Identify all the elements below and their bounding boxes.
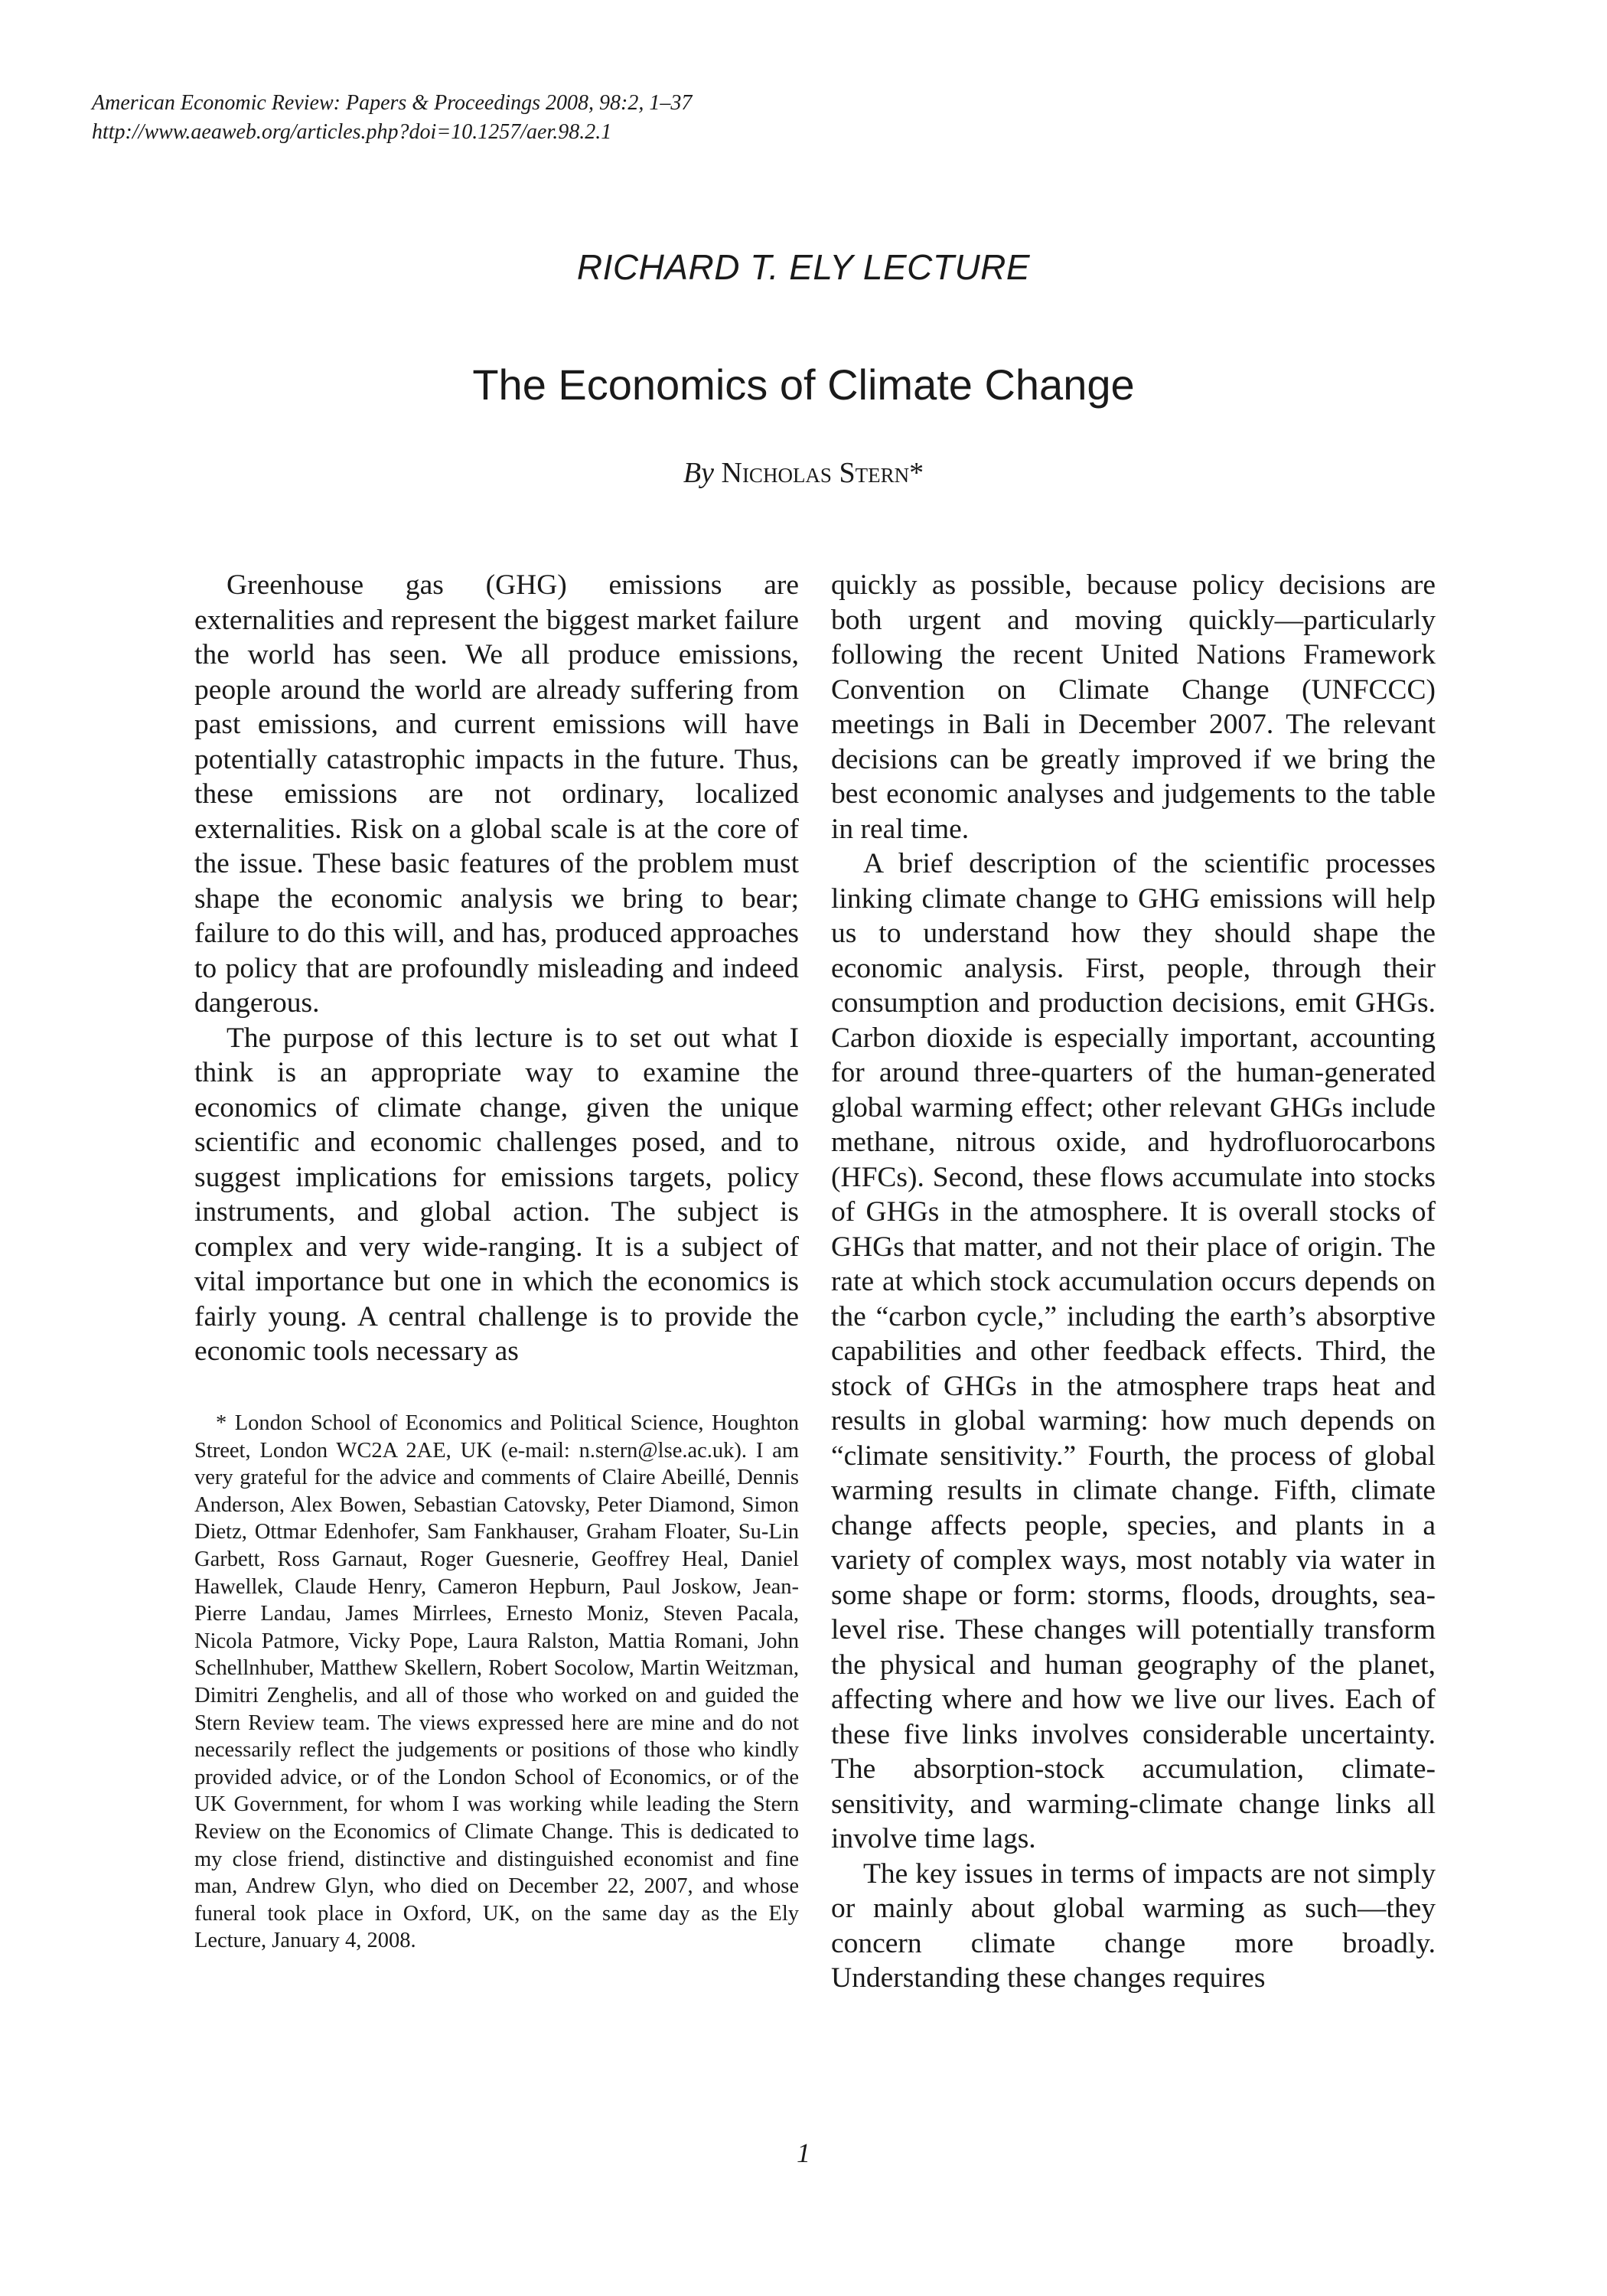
left-paragraph-1: Greenhouse gas (GHG) emissions are externalities and represent the biggest market failure the world has seen. We all produce emissions, people around the world are already suffering from past emissions, and current emissions will have potentially catastrophic impacts in the future. Thus, these emissions are not ordinary, localized externalities. Risk on a global scale is at the core of the issue. These basic features of the problem must shape the economic analysis we bring to bear; failure to do this will, and has, produced approaches to policy that are profoundly misleading and indeed dangerous. xyxy=(194,569,799,1019)
byline xyxy=(0,456,1607,490)
page-number: 1 xyxy=(797,2138,810,2168)
left-paragraph-2: The purpose of this lecture is to set out what I think is an appropriate way to examine the economics of climate change, given the unique scientific and economic challenges posed, and to suggest implications for emissions targets, policy instruments, and global action. The subject is complex and very wide-ranging. It is a subject of vital importance but one in which the economics is fairly young. A central challenge is to provide the economic tools necessary as xyxy=(194,1022,799,1367)
journal-citation: American Economic Review: Papers & Proceedings 2008, 98:2, 1–37 xyxy=(92,91,693,115)
footnote-text: * London School of Economics and Political Science, Houghton Street, London WC2A 2AE, UK (e-mail: n.stern@lse.ac.uk). I am very grateful for the advice and comments of Claire Abeillé, Dennis Anderson, Alex Bowen, Sebastian Catovsky, Peter Diamond, Simon Dietz, Ottmar Edenhofer, Sam Fankhauser, Graham Floater, Su-Lin Garbett, Ross Garnaut, Roger Guesnerie, Geoffrey Heal, Daniel Hawellek, Claude Henry, Cameron Hepburn, Paul Joskow, Jean-Pierre Landau, James Mirrlees, Ernesto Moniz, Steven Pacala, Nicola Patmore, Vicky Pope, Laura Ralston, Mattia Romani, John Schellnhuber, Matthew Skellern, Robert Socolow, Martin Weitzman, Dimitri Zenghelis, and all of those who worked on and guided the Stern Review team. The views expressed here are mine and do not necessarily reflect the judgements or positions of those who kindly provided advice, or of the London School of Economics, or of the UK Government, for whom I was working while leading the Stern Review on the Economics of Climate Change. This is dedicated to my close friend, distinctive and distinguished economist and fine man, Andrew Glyn, who died on December 22, 2007, and whose funeral took place in Oxford, UK, on the same day as the Ely Lecture, January 4, 2008. xyxy=(194,1411,799,1953)
author-name: Nicholas Stern* xyxy=(721,457,924,489)
byline-by: By xyxy=(683,457,714,489)
right-column xyxy=(831,568,1436,1996)
right-paragraph-3: The key issues in terms of impacts are not simply or mainly about global warming as such—they concern climate change more broadly. Understanding these changes requires xyxy=(831,1857,1436,1994)
article-url[interactable]: http://www.aeaweb.org/articles.php?doi=10.1257/aer.98.2.1 xyxy=(92,120,612,144)
right-paragraph-1: quickly as possible, because policy decisions are both urgent and moving quickly—particularly following the recent United Nations Framework Convention on Climate Change (UNFCCC) meetings in Bali in December 2007. The relevant decisions can be greatly improved if we bring the best economic analyses and judgements to the table in real time. xyxy=(831,569,1436,845)
article-title: The Economics of Climate Change xyxy=(472,360,1135,409)
right-paragraph-2: A brief description of the scientific processes linking climate change to GHG emissions will help us to understand how they should shape the economic analysis. First, people, through their consumption and production decisions, emit GHGs. Carbon dioxide is especially important, accounting for around three-quarters of the human-generated global warming effect; other relevant GHGs include methane, nitrous oxide, and hydrofluorocarbons (HFCs). Second, these flows accumulate into stocks of GHGs in the atmosphere. It is overall stocks of GHGs that matter, and not their place of origin. The rate at which stock accumulation occurs depends on the “carbon cycle,” including the earth’s absorptive capabilities and other feedback effects. Third, the stock of GHGs in the atmosphere traps heat and results in global warming: how much depends on “climate sensitivity.” Fourth, the process of global warming results in climate change. Fifth, climate change affects people, species, and plants in a variety of complex ways, most notably via water in some shape or form: storms, floods, droughts, sea-level rise. These changes will potentially transform the physical and human geography of the planet, affecting where and how we live our lives. Each of these five links involves considerable uncertainty. The absorption-stock accumulation, climate-sensitivity, and warming-climate change links all involve time lags. xyxy=(831,848,1436,1854)
author-footnote xyxy=(194,1410,799,1955)
journal-header xyxy=(92,89,1316,147)
lecture-series-title: RICHARD T. ELY LECTURE xyxy=(576,247,1031,287)
left-column xyxy=(194,568,799,1369)
